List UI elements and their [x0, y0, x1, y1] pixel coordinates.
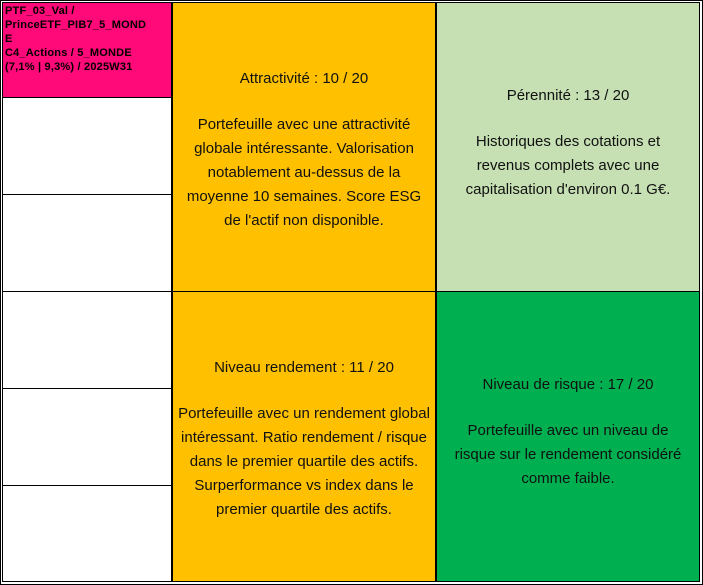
empty-cell	[2, 291, 172, 389]
title-line: C4_Actions / 5_MONDE	[5, 47, 132, 59]
perennite-cell	[436, 2, 700, 292]
rendement-heading: Niveau rendement : 11 / 20	[214, 358, 394, 376]
empty-cell	[2, 485, 172, 582]
portfolio-title-cell	[2, 2, 172, 98]
attractivite-cell	[172, 2, 436, 292]
empty-cell	[2, 97, 172, 195]
title-line: PrinceETF_PIB7_5_MOND	[5, 19, 147, 31]
perennite-heading: Pérennité : 13 / 20	[506, 87, 630, 104]
attractivite-heading: Attractivité : 10 / 20	[239, 70, 369, 87]
title-line: PTF_03_Val /	[5, 5, 75, 17]
empty-cell	[2, 388, 172, 486]
attractivite-text: Portefeuille avec une attractivité globale intéressante. Valorisation notablement au-dessus de la moyenne 10 semaines. Score ESG de l'actif non disponible.	[186, 116, 422, 229]
risque-heading: Niveau de risque : 17 / 20	[482, 375, 654, 393]
title-line: (7,1% | 9,3%) / 2025W31	[5, 61, 133, 73]
empty-cell	[2, 194, 172, 292]
title-line: E	[5, 33, 13, 45]
perennite-text: Historiques des cotations et revenus complets avec une capitalisation d'environ 0.1 G€.	[465, 133, 671, 198]
risque-cell	[436, 291, 700, 582]
rendement-cell	[172, 291, 436, 582]
risque-text: Portefeuille avec un niveau de risque sur le rendement considéré comme faible.	[454, 421, 682, 487]
rendement-text: Portefeuille avec un rendement global intéressant. Ratio rendement / risque dans le premier quartile des actifs. Surperformance vs index dans le premier quartile des actifs.	[178, 404, 430, 518]
